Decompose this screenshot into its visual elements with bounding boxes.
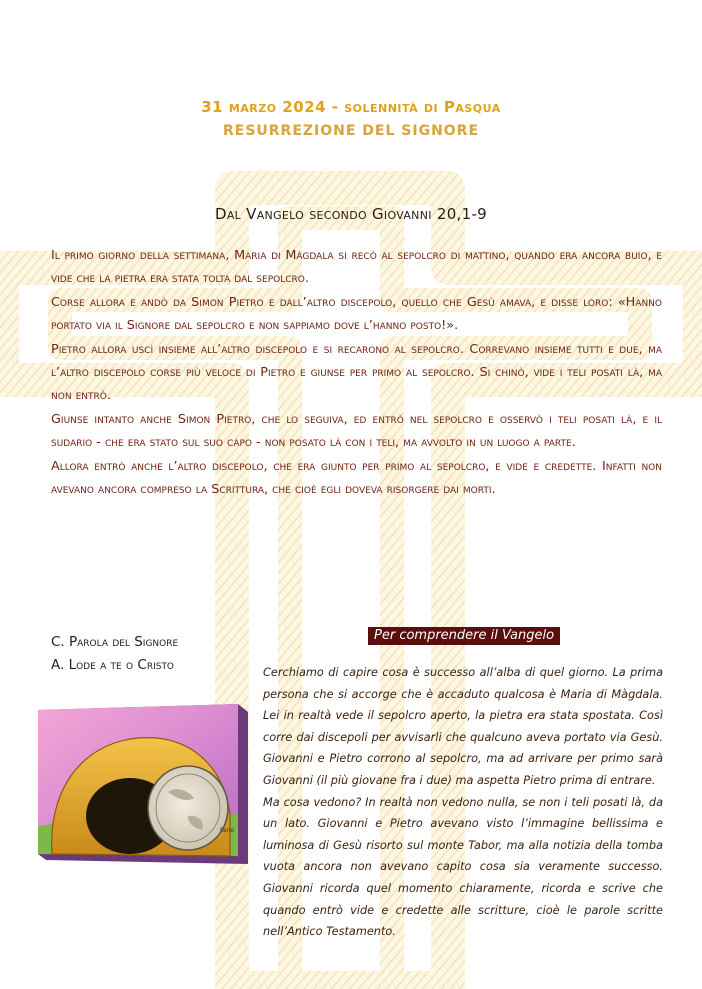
empty-tomb-illustration — [38, 704, 248, 864]
gospel-paragraph: Giunse intanto anche Simon Pietro, che lo seguiva, ed entrò nel sepolcro e osservò i teli posati là, e il sudario - che era stato sul suo capo - non posato là con i teli, ma avvolto in un luogo a parte. — [51, 411, 662, 451]
liturgical-date: 31 marzo 2024 - solennità di Pasqua — [201, 98, 501, 116]
commentary-paragraph: Ma cosa vedono? In realtà non vedono nulla, se non i teli posati là, da un lato. Giovanni e Pietro avevano visto l’immagine bellissima e luminosa di Gesù risorto sul monte Tabor, ma alla notizia della tomba vuota ancora non avevano capito cosa sia veramente successo. Giovanni ricorda quel momento chiaramente, ricorda e scrive che quando entrò vide e credette alle scritture, cioè le parole scritte nell’Antico Testamento. — [263, 795, 663, 939]
gospel-paragraph: Il primo giorno della settimana, Maria di Màgdala si recò al sepolcro di mattino, quando era ancora buio, e vide che la pietra era stata tolta dal sepolcro. — [51, 248, 662, 287]
commentary-paragraph: Cerchiamo di capire cosa è successo all’alba di quel giorno. La prima persona che si accorge che è accaduto qualcosa è Maria di Màgdala. Lei in realtà vede il sepolcro aperto, la pietra era stata spostata. Così corre dai discepoli per avvisarli che qualcuno aveva portato via Gesù. Giovanni e Pietro corrono al sepolcro, ma ad arrivare per primo sarà Giovanni (il più giovane fra i due) ma aspetta Pietro prima di entrare. — [263, 666, 663, 787]
liturgical-responses — [51, 631, 178, 677]
assembly-response: A. Lode a te o Cristo — [51, 657, 175, 673]
gospel-paragraph: Corse allora e andò da Simon Pietro e dall’altro discepolo, quello che Gesù amava, e disse loro: «Hanno portato via il Signore dal sepolcro e non sappiamo dove l’hanno posto!». — [51, 294, 662, 334]
gospel-paragraph: Allora entrò anche l’altro discepolo, che era giunto per primo al sepolcro, e vide e credette. Infatti non avevano ancora compreso la Scrittura, che cioè egli doveva risorgere dai morti. — [51, 458, 662, 498]
gospel-source: Dal Vangelo secondo Giovanni 20,1-9 — [214, 205, 488, 223]
gospel-text — [51, 244, 662, 501]
feast-title: RESURREZIONE DEL SIGNORE — [222, 123, 480, 139]
commentary-text — [263, 662, 663, 943]
commentary-title: Per comprendere il Vangelo — [368, 627, 560, 645]
celebrant-response: C. Parola del Signore — [51, 634, 179, 650]
gospel-paragraph: Pietro allora uscì insieme all’altro discepolo e si recarono al sepolcro. Correvano insieme tutti e due, ma l’altro discepolo corse più veloce di Pietro e giunse per primo al sepolcro. Si chinò, vide i teli posati là, ma non entrò. — [51, 341, 662, 404]
artist-signature: Fano — [220, 827, 235, 834]
